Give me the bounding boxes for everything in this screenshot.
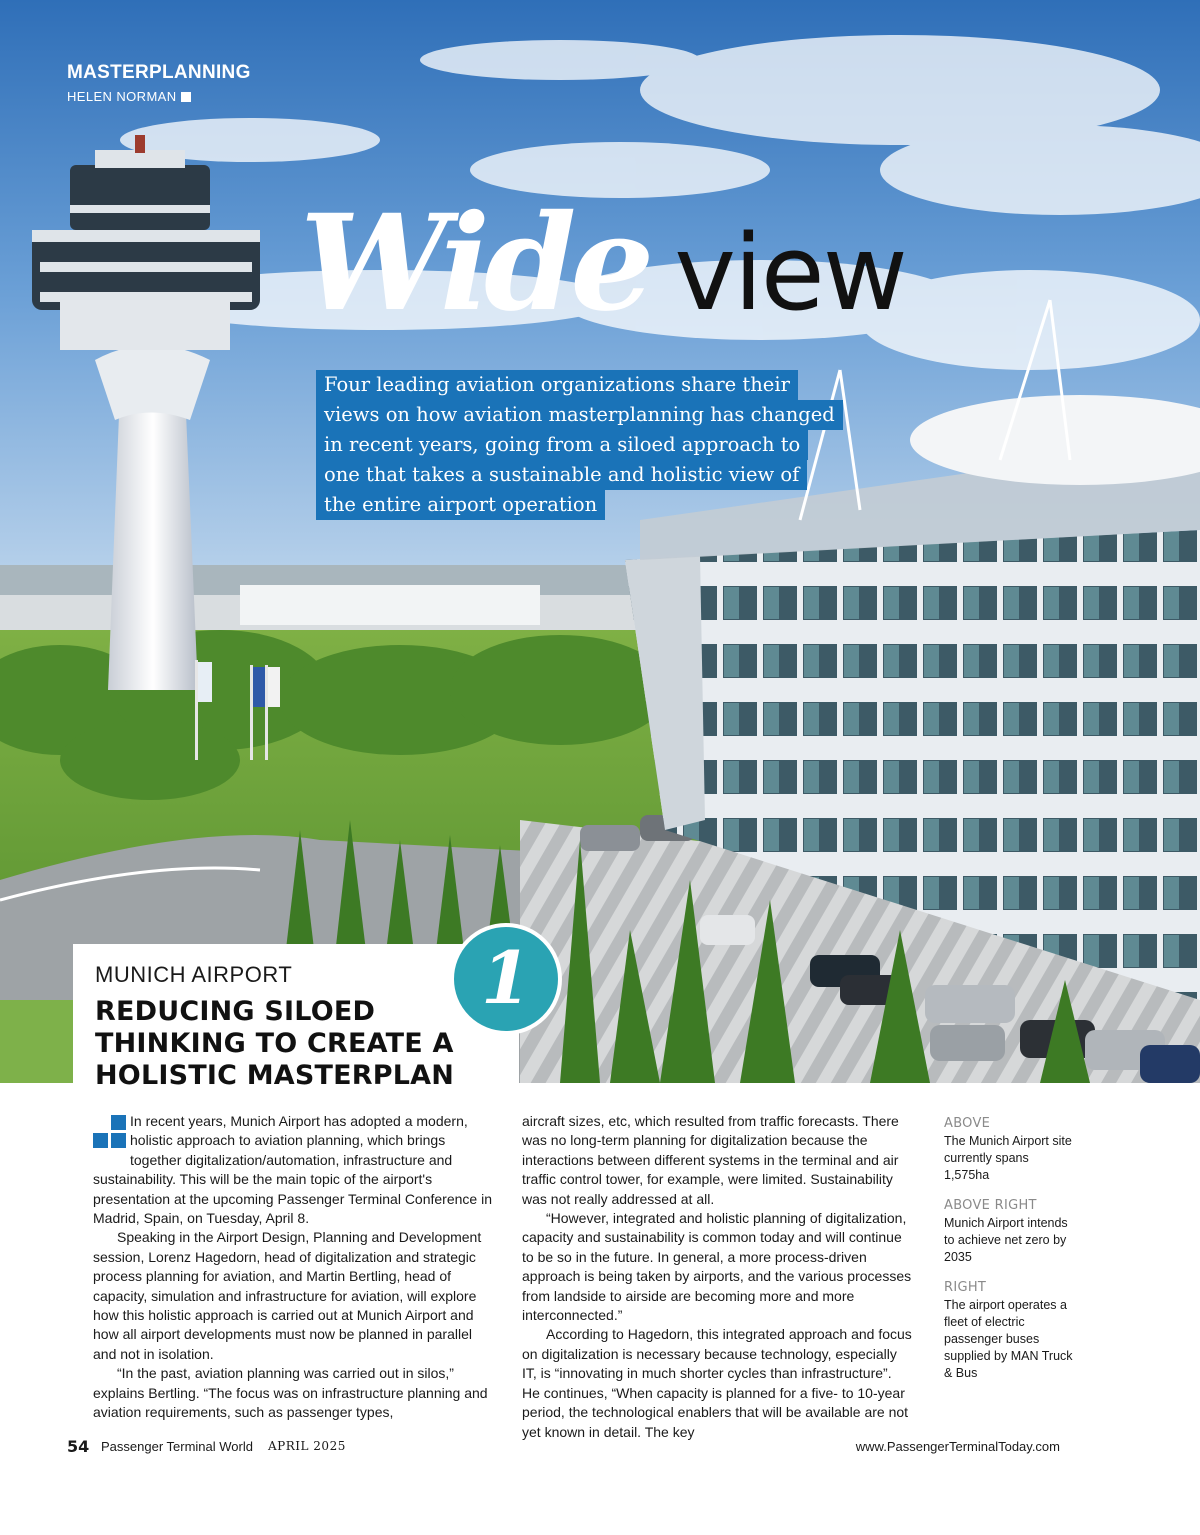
caption-text: The Munich Airport site currently spans 1,575ha — [944, 1134, 1072, 1182]
article-subhead: REDUCING SILOED THINKING TO CREATE A HOLISTIC MASTERPLAN — [95, 996, 455, 1091]
author-name: HELEN NORMAN — [67, 89, 177, 104]
caption-text: The airport operates a fleet of electric passenger buses supplied by MAN Truck & Bus — [944, 1298, 1073, 1380]
paragraph: Speaking in the Airport Design, Planning and Development session, Lorenz Hagedorn, head of digitalization and strategic process planning for aviation, and Martin Bertling, head of capacity, simulation and infrastructure for aviation, will explore how this holistic approach is carried out at Munich Airport and how all airport developments must now be planned in parallel and not in isolation. — [93, 1229, 482, 1362]
body-column-2 — [522, 1112, 912, 1442]
article-number-badge — [450, 923, 562, 1035]
headline-bold-word: Wide — [300, 186, 649, 341]
headline — [300, 186, 906, 341]
caption-text: Munich Airport intends to achieve net zero by 2035 — [944, 1216, 1068, 1264]
standfirst-line: one that takes a sustainable and holistic view of — [316, 460, 807, 490]
paragraph: In recent years, Munich Airport has adopted a modern, holistic approach to aviation planning, which brings together digitalization/automation, infrastructure and sustainability. This will be the main topic of the airport's presentation at the upcoming Passenger Terminal Conference in Madrid, Spain, on Tuesday, April 8. — [93, 1113, 492, 1227]
standfirst-line: views on how aviation masterplanning has changed — [316, 400, 843, 430]
section-label: MASTERPLANNING — [67, 62, 251, 83]
publication-name: Passenger Terminal World — [101, 1439, 253, 1454]
paragraph: aircraft sizes, etc, which resulted from traffic forecasts. There was no long-term planning for digitalization because the interactions between different systems in the terminal and air traffic control tower, for example, were limited. Sustainability was not really addressed at all. — [522, 1113, 899, 1207]
caption-heading: ABOVE — [944, 1116, 991, 1131]
article-kicker: MUNICH AIRPORT — [95, 962, 293, 987]
standfirst-line: the entire airport operation — [316, 490, 605, 520]
website-link[interactable]: www.PassengerTerminalToday.com — [855, 1439, 1060, 1454]
blocks-icon — [93, 1115, 126, 1151]
article-number: 1 — [480, 935, 532, 1020]
page-number: 54 — [67, 1437, 90, 1456]
square-bullet-icon — [181, 92, 191, 102]
byline — [67, 89, 191, 104]
standfirst — [316, 370, 876, 520]
photo-captions — [944, 1116, 1074, 1396]
headline-light-word: view — [674, 212, 906, 334]
paragraph: According to Hagedorn, this integrated approach and focus on digitalization is necessary because technology, especially IT, is “innovating in much shorter cycles than infrastructure”. He continues, “When capacity is planned for a five- to 10-year period, the technological enablers that will be available are not yet known in detail. The key — [522, 1326, 912, 1440]
caption-heading: ABOVE RIGHT — [944, 1198, 1037, 1213]
paragraph: “In the past, aviation planning was carried out in silos,” explains Bertling. “The focus was on infrastructure planning and aviation requirements, such as passenger types, — [93, 1365, 488, 1421]
standfirst-line: in recent years, going from a siloed approach to — [316, 430, 808, 460]
issue-date: APRIL 2025 — [268, 1439, 346, 1453]
standfirst-line: Four leading aviation organizations share their — [316, 370, 798, 400]
body-column-1 — [93, 1112, 497, 1423]
caption-heading: RIGHT — [944, 1280, 987, 1295]
paragraph: “However, integrated and holistic planning of digitalization, capacity and sustainability is common today and will continue to be so in the future. In general, a more process-driven approach is being taken by airports, and the various processes from landside to airside are becoming more and more interconnected.” — [522, 1210, 912, 1324]
